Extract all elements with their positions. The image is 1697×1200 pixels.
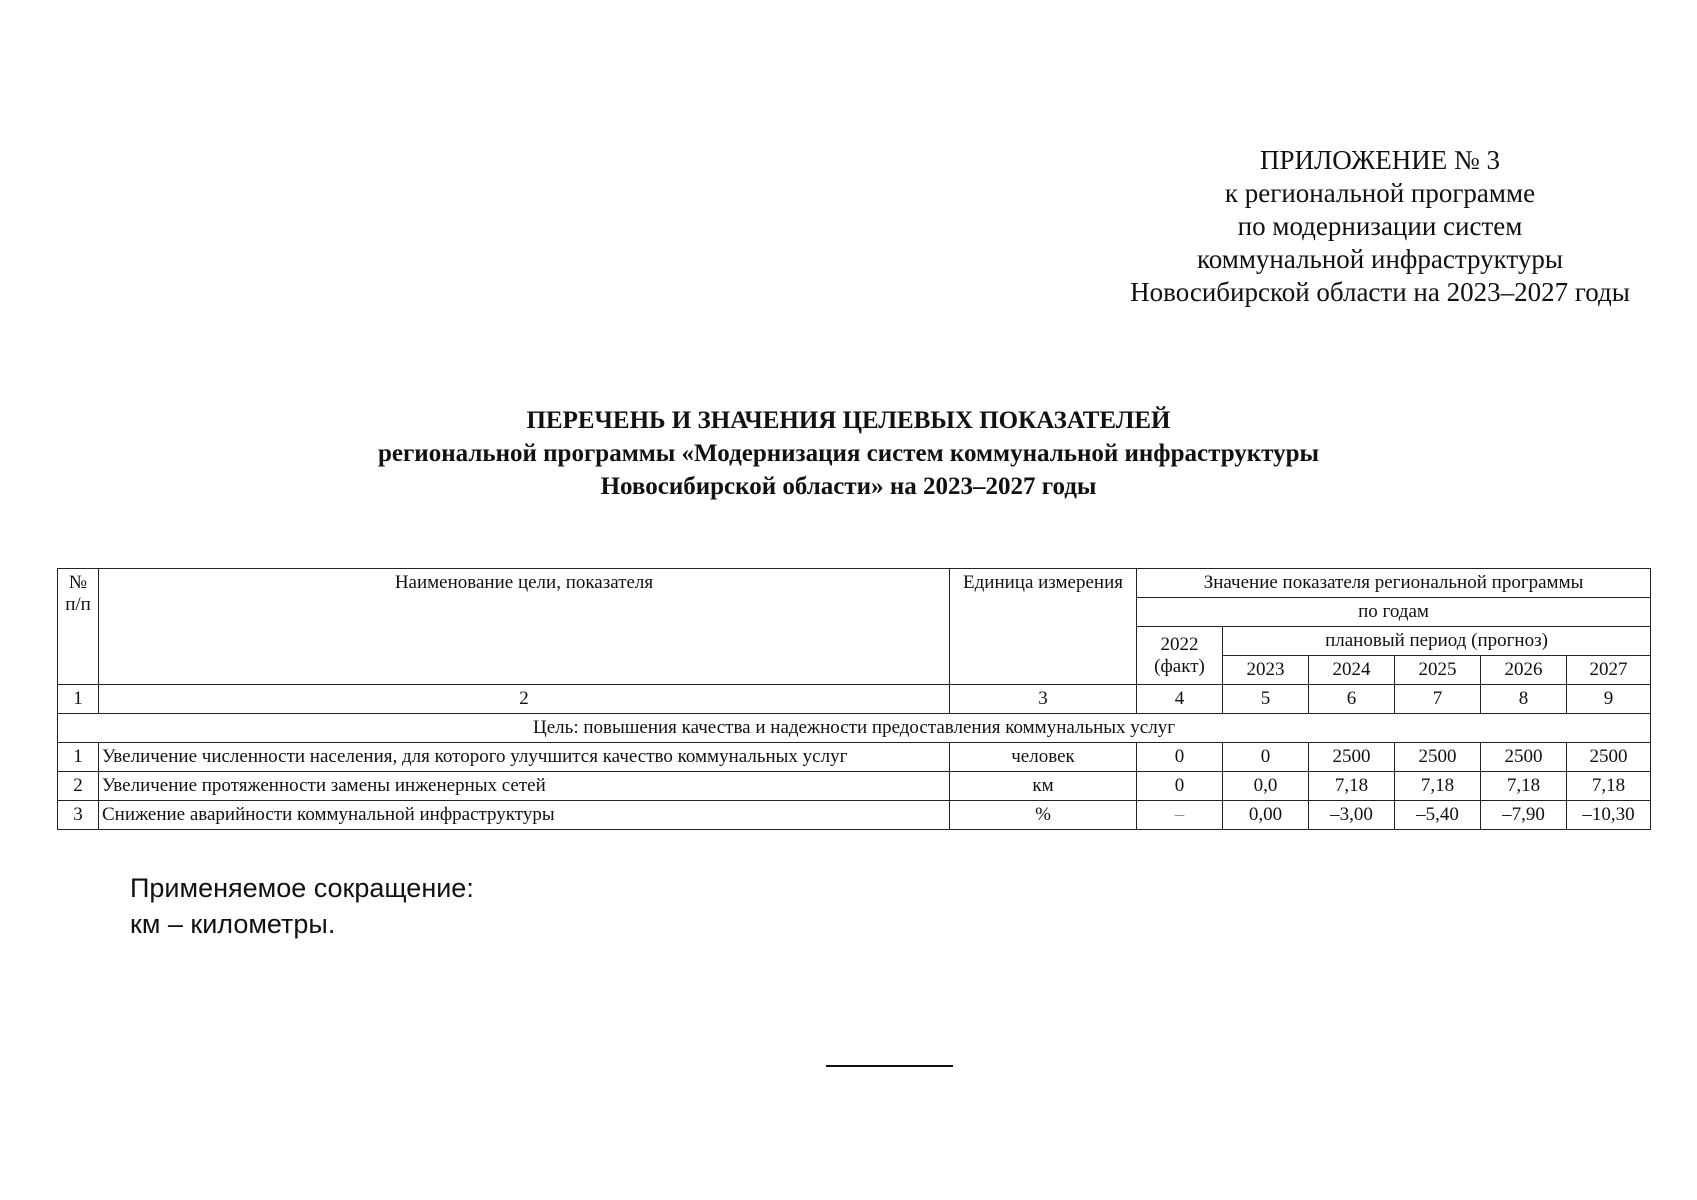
header-by-years: по годам <box>1137 598 1651 627</box>
row-value: 2500 <box>1309 743 1395 772</box>
column-number: 3 <box>950 685 1137 714</box>
row-value: 0,0 <box>1223 772 1309 801</box>
row-value: –5,40 <box>1395 801 1481 830</box>
table-row <box>58 772 1651 801</box>
row-fact: 0 <box>1137 743 1223 772</box>
row-num: 2 <box>58 772 99 801</box>
row-value: 0 <box>1223 743 1309 772</box>
appendix-line: ПРИЛОЖЕНИЕ № 3 <box>1259 145 1501 175</box>
appendix-line: к региональной программе <box>1224 178 1536 208</box>
row-value: 2500 <box>1567 743 1651 772</box>
header-fact-year: 2022 (факт) <box>1137 627 1223 685</box>
row-value: –7,90 <box>1481 801 1567 830</box>
row-fact: 0 <box>1137 772 1223 801</box>
header-year: 2027 <box>1567 656 1651 685</box>
header-unit: Единица измерения <box>950 569 1137 685</box>
goal-text: Цель: повышения качества и надежности предоставления коммунальных услуг <box>58 714 1651 743</box>
header-value-group: Значение показателя региональной программы <box>1137 569 1651 598</box>
appendix-line: по модернизации систем <box>1237 211 1523 241</box>
end-divider <box>826 1065 953 1067</box>
row-value: 0,00 <box>1223 801 1309 830</box>
notes <box>130 870 474 942</box>
appendix-line: коммунальной инфраструктуры <box>1197 244 1563 274</box>
goal-row <box>58 714 1651 743</box>
row-name: Снижение аварийности коммунальной инфраструктуры <box>99 801 950 830</box>
appendix-line: Новосибирской области на 2023–2027 годы <box>1130 277 1630 307</box>
header-num: № п/п <box>58 569 99 685</box>
table-row <box>58 743 1651 772</box>
row-unit: человек <box>950 743 1137 772</box>
row-num: 1 <box>58 743 99 772</box>
row-value: 7,18 <box>1481 772 1567 801</box>
row-value: 7,18 <box>1395 772 1481 801</box>
column-number-row <box>58 685 1651 714</box>
header-year: 2023 <box>1223 656 1309 685</box>
column-number: 8 <box>1481 685 1567 714</box>
table-row <box>58 801 1651 830</box>
row-value: 7,18 <box>1567 772 1651 801</box>
row-unit: % <box>950 801 1137 830</box>
row-value: 2500 <box>1481 743 1567 772</box>
row-value: –3,00 <box>1309 801 1395 830</box>
column-number: 7 <box>1395 685 1481 714</box>
column-number: 2 <box>99 685 950 714</box>
row-num: 3 <box>58 801 99 830</box>
row-value: 2500 <box>1395 743 1481 772</box>
row-fact: – <box>1137 801 1223 830</box>
header-planned-period: плановый период (прогноз) <box>1223 627 1651 656</box>
notes-heading: Применяемое сокращение: <box>130 873 474 903</box>
column-number: 1 <box>58 685 99 714</box>
title-line: региональной программы «Модернизация систем коммунальной инфраструктуры <box>377 440 1320 467</box>
row-name: Увеличение численности населения, для которого улучшится качество коммунальных услуг <box>99 743 950 772</box>
column-number: 4 <box>1137 685 1223 714</box>
row-name: Увеличение протяженности замены инженерных сетей <box>99 772 950 801</box>
column-number: 5 <box>1223 685 1309 714</box>
header-year: 2025 <box>1395 656 1481 685</box>
column-number: 6 <box>1309 685 1395 714</box>
header-row <box>58 569 1651 598</box>
title-line: ПЕРЕЧЕНЬ И ЗНАЧЕНИЯ ЦЕЛЕВЫХ ПОКАЗАТЕЛЕЙ <box>526 407 1171 434</box>
header-year: 2026 <box>1481 656 1567 685</box>
row-value: –10,30 <box>1567 801 1651 830</box>
row-value: 7,18 <box>1309 772 1395 801</box>
indicators-table <box>57 568 1651 830</box>
header-name: Наименование цели, показателя <box>99 569 950 685</box>
header-year: 2024 <box>1309 656 1395 685</box>
row-unit: км <box>950 772 1137 801</box>
title-line: Новосибирской области» на 2023–2027 годы <box>600 473 1097 500</box>
document-title <box>0 404 1697 503</box>
appendix-header <box>1090 144 1670 309</box>
column-number: 9 <box>1567 685 1651 714</box>
notes-abbreviation: км – километры. <box>130 909 336 939</box>
